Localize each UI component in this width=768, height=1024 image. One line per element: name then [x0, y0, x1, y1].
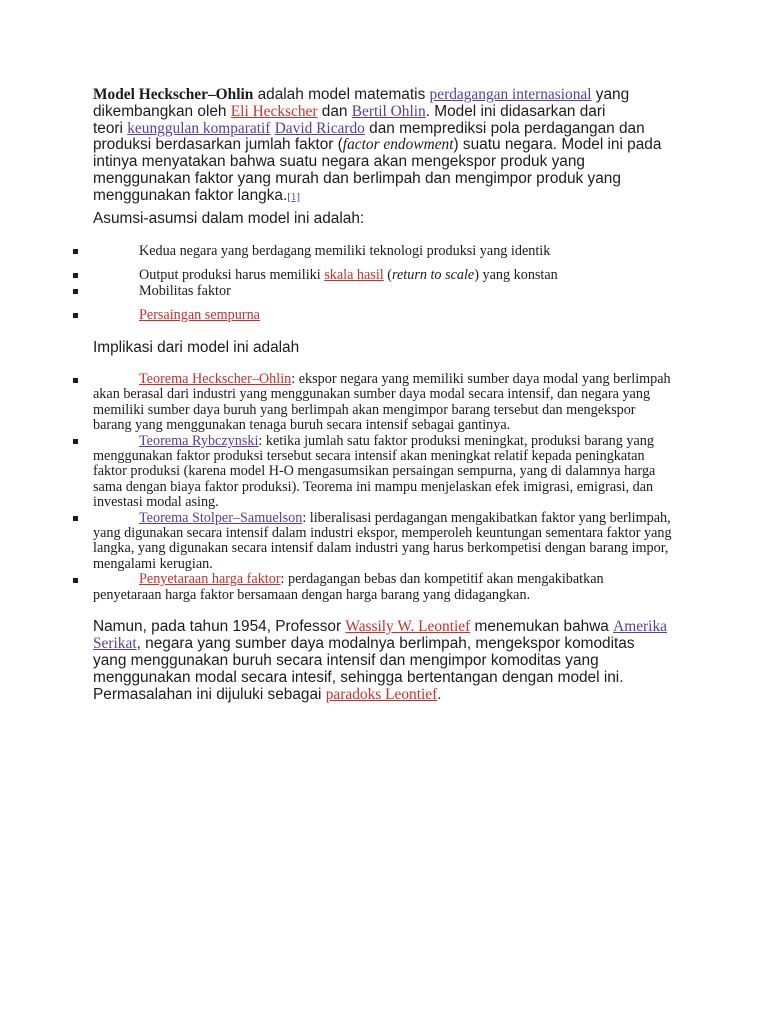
list-text: investasi modal asing.: [93, 494, 219, 511]
implications-list: [93, 372, 672, 603]
square-bullet-icon: [73, 289, 78, 294]
term-return-to-scale: return to scale: [392, 267, 475, 283]
square-bullet-icon: [73, 313, 78, 318]
square-bullet-icon: [73, 578, 78, 583]
paragraph-text: intinya menyatakan bahwa suatu negara akan mengekspor produk yang: [93, 153, 585, 171]
link-text[interactable]: Serikat: [93, 635, 137, 652]
paragraph-text: Permasalahan ini dijuluki sebagai: [93, 686, 326, 703]
assumption-item: [93, 307, 260, 323]
implications-heading: Implikasi dari model ini adalah: [93, 339, 300, 356]
link-perdagangan-internasional[interactable]: perdagangan internasional: [429, 86, 592, 103]
square-bullet-icon: [73, 439, 78, 444]
link-teorema-stolper-samuelson[interactable]: Teorema Stolper–Samuelson: [139, 509, 303, 526]
list-text: yang digunakan secara intensif dalam industri ekspor, memperoleh keuntungan sementara faktor yang: [93, 525, 672, 542]
link-skala-hasil[interactable]: skala hasil: [324, 267, 384, 283]
list-text: : liberalisasi perdagangan mengakibatkan faktor yang berlimpah,: [302, 509, 671, 526]
link-penyetaraan-harga-faktor[interactable]: Penyetaraan harga faktor: [139, 571, 281, 588]
link-paradoks-leontief[interactable]: paradoks Leontief: [325, 686, 438, 703]
link-keunggulan-komparatif[interactable]: keunggulan komparatif: [127, 119, 271, 137]
link-persaingan-sempurna[interactable]: Persaingan sempurna: [139, 307, 260, 323]
list-text: faktor produksi (karena model H-O mengasumsikan persaingan sempurna, yang di dalamnya harga: [93, 463, 656, 480]
square-bullet-icon: [73, 273, 78, 278]
paragraph-text: dan: [317, 102, 352, 120]
list-text: Kedua negara yang berdagang memiliki teknologi produksi yang identik: [139, 243, 551, 259]
link-eli-heckscher[interactable]: Eli Heckscher: [230, 102, 318, 120]
paragraph-text: menggunakan faktor yang murah dan berlimpah dan mengimpor produk yang: [93, 169, 621, 187]
article-term: Model Heckscher–Ohlin: [93, 86, 254, 103]
link-teorema-heckscher-ohlin[interactable]: Teorema Heckscher–Ohlin: [139, 371, 292, 387]
closing-paragraph: [93, 618, 667, 703]
assumptions-heading: Asumsi-asumsi dalam model ini adalah:: [93, 210, 365, 227]
intro-paragraph: [93, 87, 661, 206]
link-wassily-leontief[interactable]: Wassily W. Leontief: [345, 618, 471, 635]
paragraph-text: menggunakan faktor langka.: [93, 186, 288, 204]
paragraph-text: . Model ini didasarkan dari: [425, 102, 606, 120]
paragraph-text: menggunakan modal secara intesif, sehingga bertentangan dengan model ini.: [93, 669, 624, 686]
paragraph-text: produksi berdasarkan jumlah faktor (: [93, 136, 343, 154]
list-text: mengalami kerugian.: [93, 555, 213, 572]
paragraph-text: teori: [93, 119, 128, 137]
footnote-ref-1[interactable]: [1]: [287, 190, 301, 203]
link-david-ricardo[interactable]: David Ricardo: [274, 119, 365, 137]
implication-item: [93, 434, 672, 511]
list-text: : perdagangan bebas dan kompetitif akan mengakibatkan: [280, 571, 604, 588]
paragraph-text: adalah model matematis: [253, 86, 430, 103]
list-text: akan berasal dari industri yang menggunakan sumber daya modal secara intensif, dan negara yang: [93, 386, 651, 403]
link-teorema-rybczynski[interactable]: Teorema Rybczynski: [139, 432, 259, 449]
list-text: Mobilitas faktor: [139, 283, 231, 299]
paragraph-text: Namun, pada tahun 1954, Professor: [93, 618, 346, 635]
paragraph-text: yang menggunakan buruh secara intensif dan mengimpor komoditas yang: [93, 652, 599, 669]
assumption-item: [93, 267, 558, 283]
list-text: (: [383, 267, 392, 283]
list-text: langka, yang digunakan secara intensif dalam industri yang harus berkompetisi dengan barang impor,: [93, 540, 669, 557]
assumption-item: [93, 243, 550, 259]
link-text[interactable]: Amerika: [613, 618, 667, 635]
list-text: menggunakan faktor produksi tersebut secara intensif akan meningkat relatif kepada peningkatan: [93, 448, 645, 465]
paragraph-text: menemukan bahwa: [470, 618, 614, 635]
implication-item: [93, 511, 672, 573]
list-text: Output produksi harus memiliki: [139, 267, 325, 283]
paragraph-text: , negara yang sumber daya modalnya berlimpah, mengekspor komoditas: [136, 635, 635, 652]
square-bullet-icon: [73, 516, 78, 521]
paragraph-text: dikembangkan oleh: [93, 102, 231, 120]
assumption-item: [93, 283, 231, 299]
list-text: memiliki sumber daya buruh yang berlimpah akan mengimpor barang tersebut dan mengekspor: [93, 401, 636, 418]
term-factor-endowment: factor endowment: [342, 136, 454, 154]
paragraph-text: dan memprediksi pola perdagangan dan: [364, 119, 645, 137]
paragraph-text: .: [437, 686, 442, 703]
implication-item: [93, 372, 672, 434]
list-text: barang yang menggunakan tenaga buruh secara intensif sebagai gantinya.: [93, 417, 511, 434]
list-text: sama dengan biaya faktor produksi). Teorema ini mampu menjelaskan efek imigrasi, emigrasi, dan: [93, 478, 654, 495]
square-bullet-icon: [73, 378, 78, 383]
paragraph-text: yang: [591, 86, 630, 103]
implication-item: [93, 572, 672, 603]
paragraph-text: ) suatu negara. Model ini pada: [453, 136, 662, 154]
list-text: : ekspor negara yang memiliki sumber daya modal yang berlimpah: [291, 371, 671, 387]
list-text: ) yang konstan: [474, 267, 558, 283]
list-text: : ketika jumlah satu faktor produksi meningkat, produksi barang yang: [258, 432, 654, 449]
list-text: penyetaraan harga faktor bersamaan dengan harga barang yang didagangkan.: [93, 586, 531, 603]
square-bullet-icon: [73, 249, 78, 254]
link-bertil-ohlin[interactable]: Bertil Ohlin: [351, 102, 426, 120]
